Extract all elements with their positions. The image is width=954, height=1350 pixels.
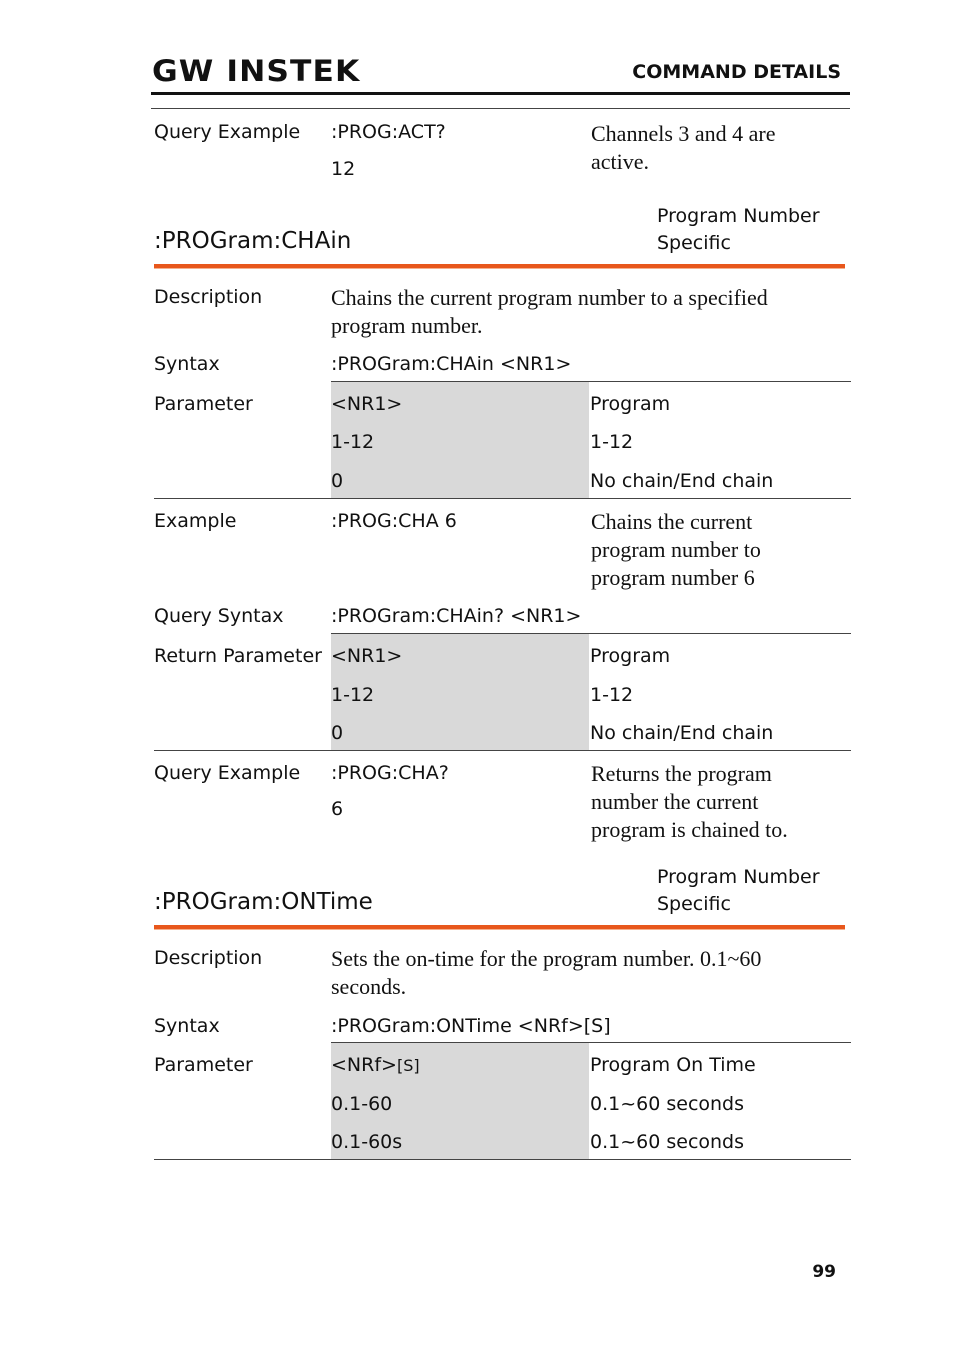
ontime-scope-label: Program Number Specific: [657, 866, 820, 915]
chain-return-rule: [154, 750, 851, 751]
page-number: 99: [812, 1262, 836, 1282]
ontime-description-label: Description: [154, 947, 263, 969]
ontime-parameter-label: Parameter: [154, 1054, 253, 1076]
chain-return-value: 0: [331, 722, 344, 744]
query-example-description: Channels 3 and 4 are active.: [591, 121, 776, 174]
brand-logo: GW INSTEK: [152, 54, 361, 88]
chain-description: Chains the current program number to a specified program number.: [331, 285, 768, 338]
chain-return-value: <NR1>: [331, 645, 403, 667]
ontime-command-title: :PROGram:ONTime: [154, 889, 373, 915]
chain-syntax: :PROGram:CHAin <NR1>: [331, 353, 572, 375]
chain-return-desc: 1-12: [590, 684, 634, 706]
chain-scope-label: Program Number Specific: [657, 205, 820, 254]
ontime-parameter-value: 0.1-60s: [331, 1131, 403, 1153]
chain-return-desc: No chain/End chain: [590, 722, 774, 744]
chain-parameter-value: <NR1>: [331, 393, 403, 415]
chain-query-example-description: Returns the program number the current program is chained to.: [591, 761, 788, 842]
ontime-parameter-desc: 0.1~60 seconds: [590, 1131, 745, 1153]
ontime-parameter-head-desc: Program On Time: [590, 1054, 756, 1076]
chain-return-label: Return Parameter: [154, 645, 322, 667]
chain-parameter-value: 1-12: [331, 431, 375, 453]
chain-query-syntax: :PROGram:CHAin? <NR1>: [331, 605, 582, 627]
chain-return-value: 1-12: [331, 684, 375, 706]
chain-parameter-desc: No chain/End chain: [590, 470, 774, 492]
ontime-syntax: :PROGram:ONTime <NRf>[S]: [331, 1015, 611, 1037]
chain-example-label: Example: [154, 510, 237, 532]
section-header-title: COMMAND DETAILS: [632, 61, 841, 83]
chain-parameter-value: 0: [331, 470, 344, 492]
query-example-label: Query Example: [154, 121, 301, 143]
ontime-title-rule: [154, 925, 845, 930]
chain-description-label: Description: [154, 286, 263, 308]
chain-title-rule: [154, 264, 845, 269]
chain-command-title: :PROGram:CHAin: [154, 228, 352, 254]
ontime-parameter-head: [331, 1054, 420, 1076]
header-subrule: [151, 108, 850, 109]
query-example-value: 12: [331, 158, 356, 180]
chain-example-description: Chains the current program number to program number 6: [591, 509, 761, 590]
ontime-description: Sets the on-time for the program number. 0.1~60 seconds.: [331, 946, 762, 999]
chain-query-example-command: :PROG:CHA?: [331, 762, 449, 784]
chain-parameter-label: Parameter: [154, 393, 253, 415]
ontime-parameter-head-value: <NRf>: [331, 1054, 397, 1076]
ontime-parameter-head-suffix: [S]: [396, 1056, 420, 1075]
chain-query-example-label: Query Example: [154, 762, 301, 784]
chain-example-command: :PROG:CHA 6: [331, 510, 457, 532]
chain-query-example-value: 6: [331, 798, 344, 820]
ontime-parameter-rule: [154, 1159, 851, 1160]
header-rule: [151, 92, 850, 95]
ontime-parameter-value: 0.1-60: [331, 1093, 393, 1115]
chain-return-desc: Program: [590, 645, 671, 667]
query-example-command: :PROG:ACT?: [331, 121, 446, 143]
ontime-syntax-label: Syntax: [154, 1015, 220, 1037]
chain-parameter-desc: 1-12: [590, 431, 634, 453]
ontime-parameter-desc: 0.1~60 seconds: [590, 1093, 745, 1115]
chain-syntax-label: Syntax: [154, 353, 220, 375]
chain-parameter-rule: [154, 498, 851, 499]
chain-parameter-desc: Program: [590, 393, 671, 415]
chain-query-syntax-label: Query Syntax: [154, 605, 284, 627]
